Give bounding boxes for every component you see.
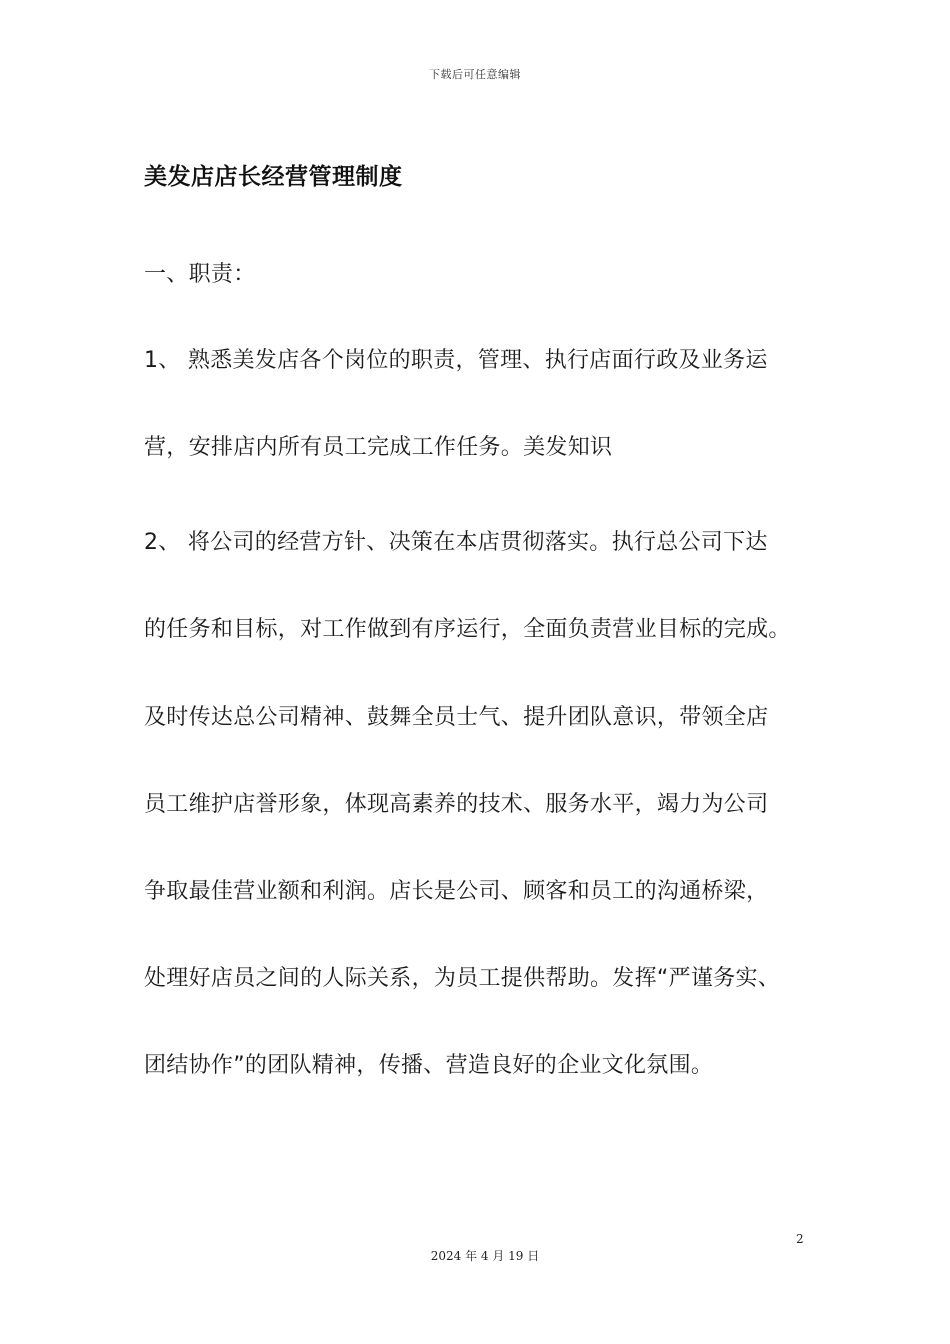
- paragraph-line: 争取最佳营业额和利润。店长是公司、顾客和员工的沟通桥梁，: [144, 879, 769, 904]
- paragraph-line: 营，安排店内所有员工完成工作任务。美发知识: [144, 435, 613, 460]
- paragraph-line: 处理好店员之间的人际关系，为员工提供帮助。发挥“严谨务实、: [144, 966, 781, 991]
- document-title: 美发店店长经营管理制度: [144, 164, 403, 190]
- section-heading: 一、职责：: [144, 262, 256, 287]
- paragraph-line: 及时传达总公司精神、鼓舞全员士气、提升团队意识，带领全店: [144, 705, 769, 730]
- paragraph-line: 1、 熟悉美发店各个岗位的职责，管理、执行店面行政及业务运: [144, 348, 768, 373]
- page-number: 2: [796, 1232, 804, 1246]
- paragraph-line: 的任务和目标，对工作做到有序运行，全面负责营业目标的完成。: [144, 617, 791, 642]
- footer-date: 2024 年 4 月 19 日: [430, 1249, 540, 1263]
- paragraph-line: 2、 将公司的经营方针、决策在本店贯彻落实。执行总公司下达: [144, 530, 768, 555]
- paragraph-line: 团结协作”的团队精神，传播、营造良好的企业文化氛围。: [144, 1053, 714, 1078]
- paragraph-line: 员工维护店誉形象，体现高素养的技术、服务水平，竭力为公司: [144, 792, 769, 817]
- header-note: 下载后可任意编辑: [429, 68, 521, 81]
